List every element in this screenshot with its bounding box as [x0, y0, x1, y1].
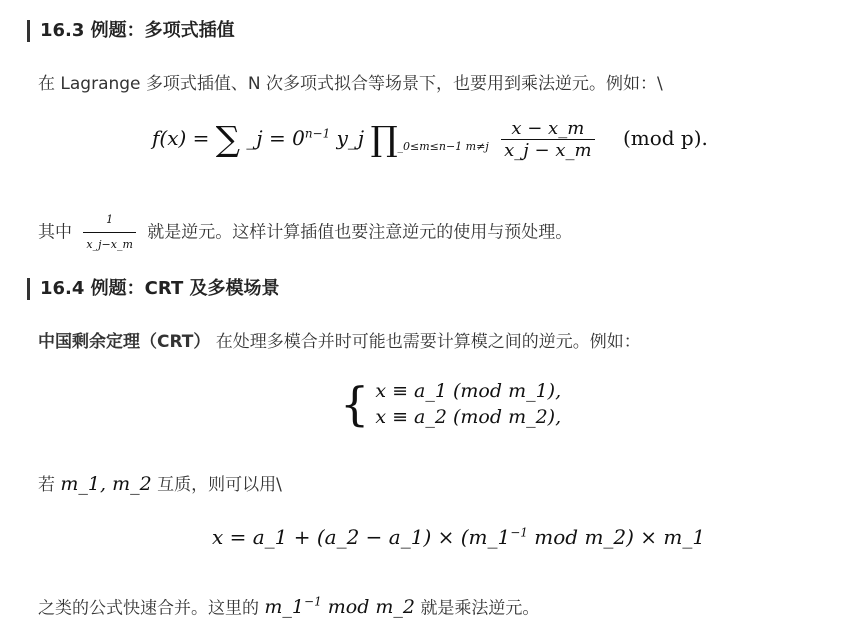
- inverse-denominator: x_j−x_m: [86, 238, 133, 251]
- conclusion-prefix: 之类的公式快速合并。这里的: [38, 598, 259, 619]
- fraction-numerator: x − x_m: [501, 118, 594, 140]
- note-prefix: 其中: [38, 222, 72, 243]
- fraction-denominator: x_j − x_m: [504, 140, 592, 161]
- formula-yj: y_j: [336, 126, 365, 150]
- paragraph-coprime: [38, 472, 282, 497]
- formula-lhs: f(x) =: [152, 126, 216, 150]
- sum-upper: n−1: [304, 126, 331, 141]
- conclusion-math-rest: mod m_2: [321, 596, 416, 619]
- inverse-fraction: [83, 208, 135, 257]
- conclusion-suffix: 就是乘法逆元。: [420, 598, 540, 619]
- case-line-1: x ≡ a_1 (mod m_1),: [375, 380, 562, 402]
- sum-symbol: ∑: [215, 119, 241, 160]
- coprime-suffix: 互质，则可以用\: [157, 475, 282, 495]
- lagrange-fraction: [501, 118, 594, 161]
- formula-mod: (mod p).: [622, 126, 708, 150]
- merge-formula-sup: −1: [510, 525, 528, 540]
- conclusion-math-sup: −1: [304, 595, 322, 609]
- crt-term: 中国剩余定理（CRT）: [38, 332, 211, 352]
- paragraph-inverse-note: [38, 208, 572, 257]
- crt-intro-rest: 在处理多模合并时可能也需要计算模之间的逆元。例如：: [210, 332, 641, 352]
- section-heading-16-4: 16.4 例题：CRT 及多模场景: [27, 278, 279, 300]
- case-line-2: x ≡ a_2 (mod m_2),: [375, 406, 562, 428]
- paragraph-conclusion: [38, 590, 539, 620]
- coprime-prefix: 若: [38, 475, 55, 495]
- crt-system: [340, 378, 561, 430]
- coprime-math: m_1, m_2: [60, 473, 152, 495]
- merge-formula-part1: x = a_1 + (a_2 − a_1) × (m_1: [212, 525, 511, 549]
- section-heading-16-3: 16.3 例题：多项式插值: [27, 20, 235, 42]
- merge-formula-part2: mod m_2) × m_1: [527, 525, 706, 549]
- conclusion-math: [264, 596, 415, 618]
- lagrange-formula: [152, 118, 708, 161]
- paragraph-intro-lagrange: 在 Lagrange 多项式插值、N 次多项式拟合等场景下，也要用到乘法逆元。例如：\: [38, 74, 663, 94]
- conclusion-math-base: m_1: [264, 596, 305, 619]
- crt-merge-formula: [212, 525, 705, 549]
- product-symbol: ∏: [370, 119, 398, 160]
- left-brace: {: [340, 377, 370, 431]
- sum-index: _j = 0: [246, 126, 305, 150]
- note-suffix: 就是逆元。这样计算插值也要注意逆元的使用与预处理。: [147, 222, 573, 243]
- inverse-numerator: 1: [83, 208, 135, 233]
- product-index: _0≤m≤n−1 m≠j: [397, 140, 489, 153]
- paragraph-crt-intro: [38, 330, 641, 354]
- case-lines: [375, 378, 561, 430]
